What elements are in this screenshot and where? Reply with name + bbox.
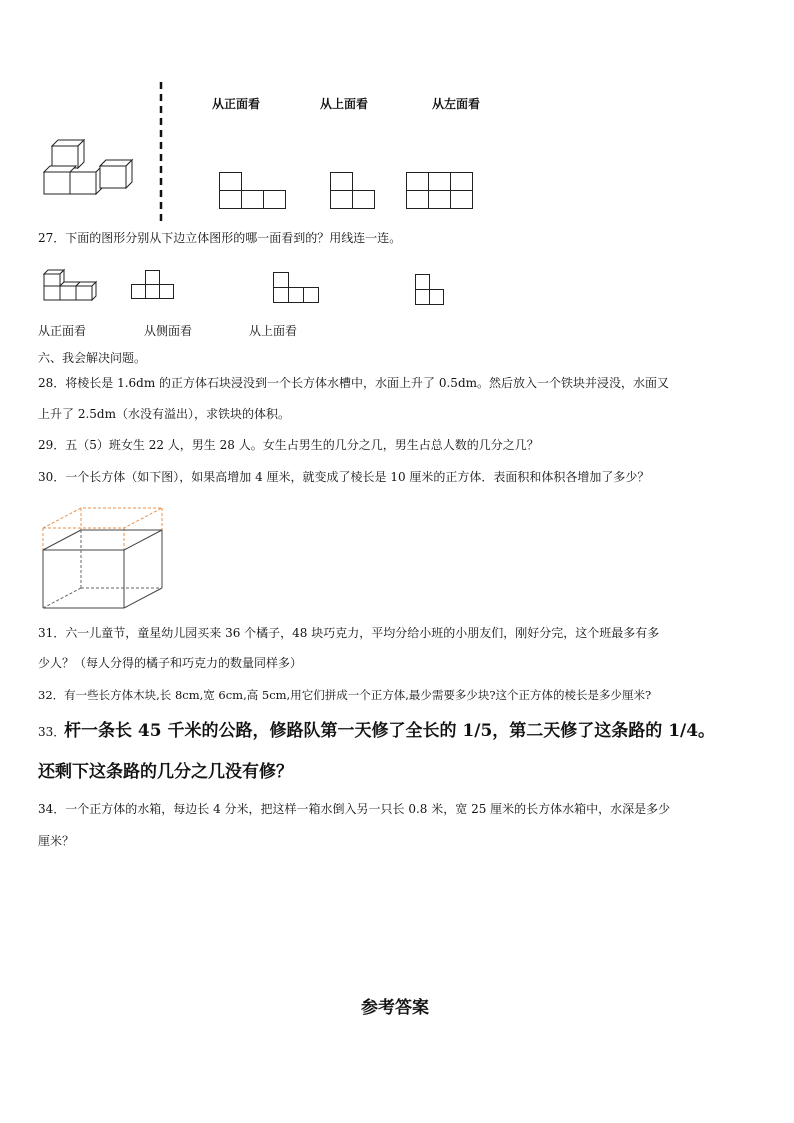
view-label-left: 从左面看 xyxy=(432,97,481,111)
q27-view-3 xyxy=(415,274,449,310)
q26-solid-figure xyxy=(40,138,144,196)
q32-text: 32．有一些长方体木块,长 8cm,宽 6cm,高 5cm,用它们拼成一个正方体,最少需要多少块?这个正方体的棱长是多少厘米? xyxy=(38,688,652,702)
q31-line2: 少人？（每人分得的橘子和巧克力的数量同样多） xyxy=(38,656,303,670)
q27-label-side: 从侧面看 xyxy=(144,324,193,338)
q31-line1: 31．六一儿童节，童星幼儿园买来 36 个橘子，48 块巧克力，平均分给小班的小朋友们，刚好分完，这个班最多有多 xyxy=(38,626,660,640)
dashed-separator xyxy=(158,82,164,222)
q33-number: 33． xyxy=(38,725,66,739)
q27-view-1 xyxy=(131,270,177,306)
view-grid-3 xyxy=(406,172,476,212)
q29-text: 29．五（5）班女生 22 人，男生 28 人。女生占男生的几分之几，男生占总人数的几分之几？ xyxy=(38,438,539,452)
q28-line1: 28．将棱长是 1.6dm 的正方体石块浸没到一个长方体水槽中，水面上升了 0.5dm。然后放入一个铁块并浸没，水面又 xyxy=(38,376,670,390)
q27-label-top: 从上面看 xyxy=(249,324,298,338)
q27-label-front: 从正面看 xyxy=(38,324,87,338)
q30-text: 30．一个长方体（如下图），如果高增加 4 厘米，就变成了棱长是 10 厘米的正方体．表面积和体积各增加了多少？ xyxy=(38,470,650,484)
view-label-front: 从正面看 xyxy=(212,97,261,111)
q27-view-2 xyxy=(273,272,323,308)
view-label-top: 从上面看 xyxy=(320,97,369,111)
q34-line2: 厘米？ xyxy=(38,834,75,848)
answer-title: 参考答案 xyxy=(361,998,429,1018)
view-grid-2 xyxy=(330,172,380,212)
q33-line1: 杆一条长 45 千米的公路，修路队第一天修了全长的 1/5，第二天修了这条路的 1/4。 xyxy=(64,721,716,741)
q34-line1: 34．一个正方体的水箱，每边长 4 分米，把这样一箱水倒入另一只长 0.8 米，宽 25 厘米的长方体水箱中，水深是多少 xyxy=(38,802,671,816)
q27-solid-figure xyxy=(40,266,104,306)
q28-line2: 上升了 2.5dm（水没有溢出），求铁块的体积。 xyxy=(38,407,290,421)
q27-text: 27．下面的图形分别从下边立体图形的哪一面看到的？用线连一连。 xyxy=(38,231,402,245)
section-six-title: 六、我会解决问题。 xyxy=(38,351,147,365)
q33-line2: 还剩下这条路的几分之几没有修？ xyxy=(38,762,293,782)
q30-cuboid-figure xyxy=(40,504,170,612)
view-grid-1 xyxy=(219,172,289,212)
